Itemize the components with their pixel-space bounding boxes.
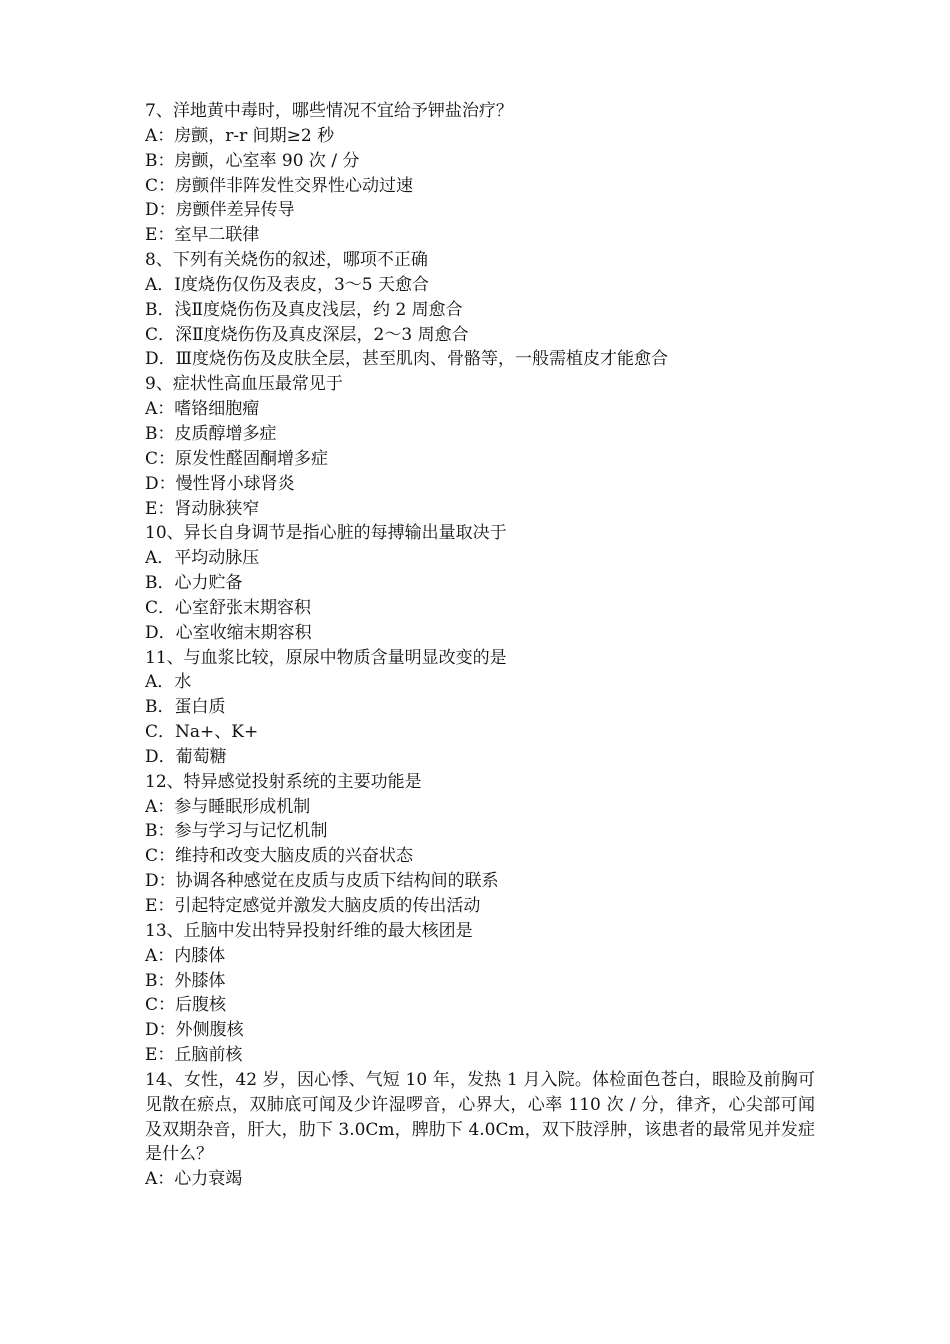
option-a: A．Ⅰ度烧伤仅伤及表皮，3～5 天愈合 [145, 274, 430, 295]
option-b: B．心力贮备 [145, 573, 243, 594]
question-8 [145, 248, 815, 372]
question-stem: 14、女性，42 岁，因心悸、气短 10 年，发热 1 月入院。体检面色苍白，眼睑及前胸可见散在瘀点，双肺底可闻及少许湿啰音，心界大，心率 110 次 / 分，律齐，心尖部可闻及双期杂音，肝大，肋下 3.0Cm，脾肋下 4.0Cm，双下肢浮肿，该患者的最常见并发症是什么？ [145, 1069, 815, 1165]
question-stem: 13、丘脑中发出特异投射纤维的最大核团是 [145, 920, 473, 941]
option-c: C：后腹核 [145, 995, 227, 1016]
question-9 [145, 372, 815, 521]
option-a: A：内膝体 [145, 945, 226, 966]
option-c: C．深Ⅱ度烧伤伤及真皮深层，2～3 周愈合 [145, 324, 469, 345]
question-7 [145, 99, 815, 248]
option-e: E：引起特定感觉并激发大脑皮质的传出活动 [145, 896, 481, 916]
option-a: A：房颤，r-r 间期≥2 秒 [145, 125, 335, 146]
question-stem: 7、洋地黄中毒时，哪些情况不宜给予钾盐治疗？ [145, 101, 513, 121]
question-14 [145, 1068, 815, 1192]
question-11 [145, 646, 815, 770]
question-stem: 12、特异感觉投射系统的主要功能是 [145, 771, 422, 792]
option-d: D．Ⅲ度烧伤伤及皮肤全层，甚至肌肉、骨骼等，一般需植皮才能愈合 [145, 349, 669, 370]
option-a: A．水 [145, 672, 192, 693]
question-stem: 8、下列有关烧伤的叙述，哪项不正确 [145, 250, 428, 271]
option-d: D：慢性肾小球肾炎 [145, 473, 295, 494]
question-13 [145, 919, 815, 1068]
option-a: A：参与睡眠形成机制 [145, 796, 311, 817]
option-c: C：原发性醛固酮增多症 [145, 448, 329, 469]
option-b: B：外膝体 [145, 970, 226, 991]
option-c: C．Na+、K+ [145, 722, 259, 743]
option-d: D．心室收缩末期容积 [145, 622, 312, 643]
option-d: D．葡萄糖 [145, 746, 227, 767]
option-b: B．浅Ⅱ度烧伤伤及真皮浅层，约 2 周愈合 [145, 299, 463, 320]
option-c: C：房颤伴非阵发性交界性心动过速 [145, 175, 414, 196]
question-12 [145, 770, 815, 919]
option-d: D：房颤伴差异传导 [145, 200, 295, 221]
question-stem: 10、异长自身调节是指心脏的每搏输出量取决于 [145, 523, 507, 544]
option-c: C：维持和改变大脑皮质的兴奋状态 [145, 846, 414, 867]
option-c: C．心室舒张末期容积 [145, 597, 312, 618]
option-e: E：肾动脉狭窄 [145, 498, 260, 519]
question-stem: 11、与血浆比较，原尿中物质含量明显改变的是 [145, 647, 507, 668]
option-d: D：协调各种感觉在皮质与皮质下结构间的联系 [145, 871, 499, 892]
document-page [145, 99, 815, 1192]
question-10 [145, 521, 815, 645]
option-a: A．平均动脉压 [145, 548, 260, 569]
option-d: D：外侧腹核 [145, 1020, 244, 1041]
option-a: A：嗜铬细胞瘤 [145, 399, 260, 420]
option-e: E：丘脑前核 [145, 1045, 243, 1066]
question-stem: 9、症状性高血压最常见于 [145, 374, 343, 395]
option-b: B．蛋白质 [145, 697, 226, 718]
option-b: B：房颤，心室率 90 次 / 分 [145, 150, 360, 171]
option-e: E：室早二联律 [145, 225, 260, 246]
option-b: B：参与学习与记忆机制 [145, 821, 328, 842]
option-b: B：皮质醇增多症 [145, 423, 277, 444]
option-a: A：心力衰竭 [145, 1169, 243, 1190]
